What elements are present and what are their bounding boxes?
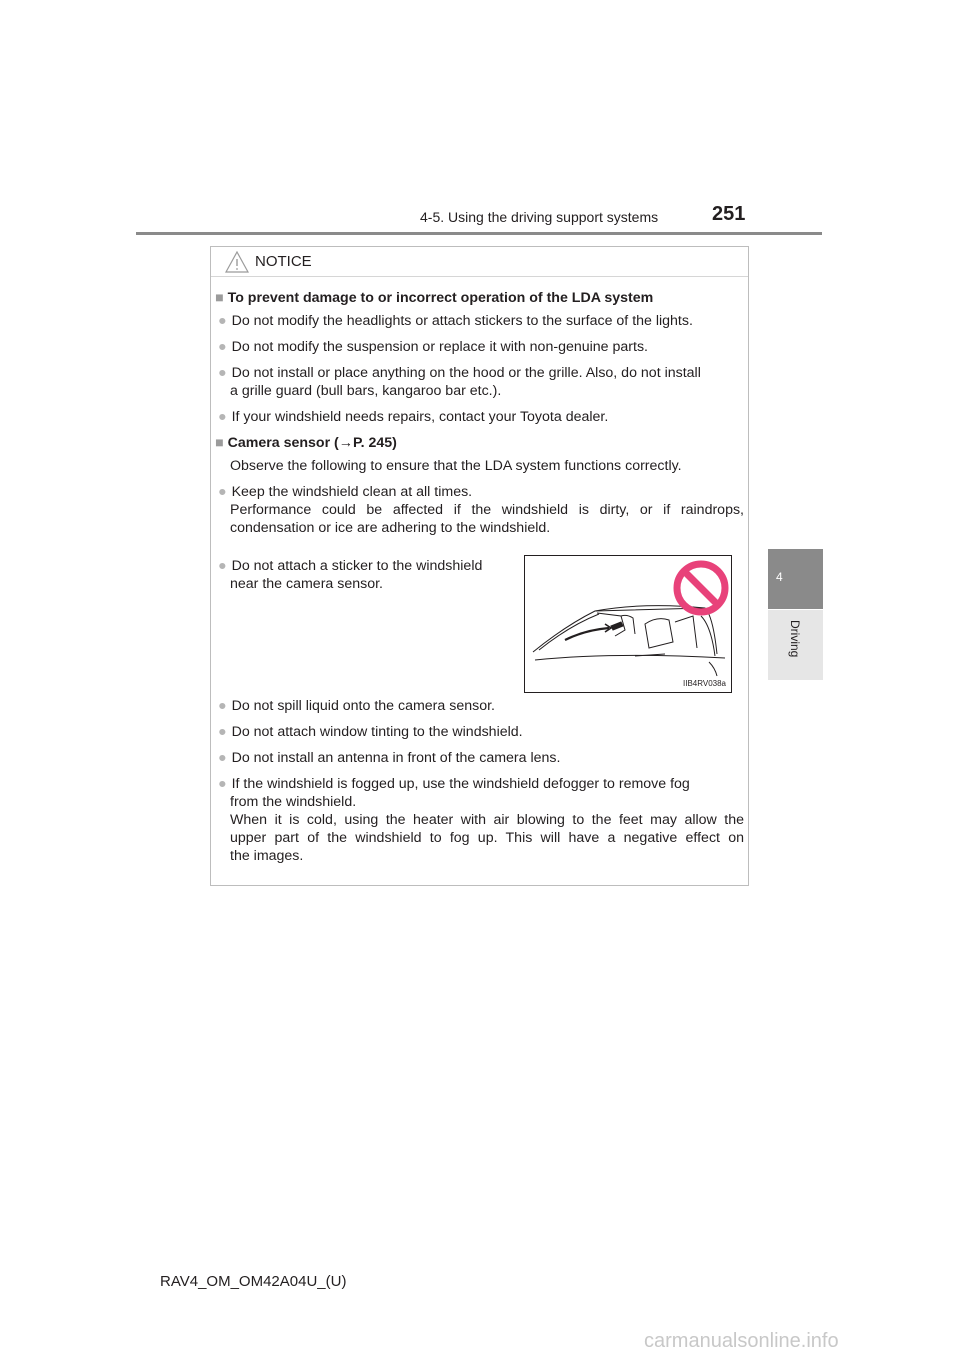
bullet-icon: ● (218, 409, 227, 425)
list-item-text: Do not install or place anything on the hood or the grille. Also, do not install (231, 365, 701, 381)
list-item-continuation: upper part of the windshield to fog up. This will have a negative effect on (230, 830, 744, 846)
list-item (218, 749, 560, 767)
list-item-text: If your windshield needs repairs, contact your Toyota dealer. (231, 409, 609, 425)
bullet-icon: ● (218, 313, 227, 329)
list-item (218, 483, 472, 501)
list-item-continuation: When it is cold, using the heater with air blowing to the feet may allow the (230, 812, 744, 828)
bullet-icon: ● (218, 724, 227, 740)
list-item-text: Do not install an antenna in front of the camera lens. (231, 750, 561, 766)
heading-camera-text: Camera sensor (→P. 245) (227, 435, 397, 451)
heading-lda (215, 289, 653, 307)
chapter-tab-label: Driving (788, 620, 802, 658)
list-item (218, 775, 690, 793)
notice-title: NOTICE (255, 253, 312, 270)
list-item (218, 723, 523, 741)
list-item-continuation: a grille guard (bull bars, kangaroo bar etc.). (230, 383, 502, 399)
bullet-icon: ● (218, 776, 227, 792)
list-item (218, 312, 693, 330)
heading-lda-text: To prevent damage to or incorrect operation of the LDA system (227, 290, 654, 306)
list-item-text: Do not spill liquid onto the camera sensor. (231, 698, 495, 714)
warning-triangle-icon (225, 251, 249, 273)
list-item (218, 364, 701, 382)
square-bullet-icon: ■ (215, 290, 224, 306)
page-number: 251 (712, 203, 746, 225)
bullet-icon: ● (218, 698, 227, 714)
list-item-continuation: condensation or ice are adhering to the windshield. (230, 520, 551, 536)
notice-header (211, 247, 748, 277)
chapter-tab-label-box (768, 610, 823, 680)
bullet-icon: ● (218, 558, 227, 574)
list-item (218, 557, 482, 575)
list-item-text: Do not attach a sticker to the windshield (231, 558, 483, 574)
prohibited-icon (671, 558, 731, 618)
camera-intro: Observe the following to ensure that the LDA system functions correctly. (230, 458, 682, 474)
bullet-icon: ● (218, 339, 227, 355)
bullet-icon: ● (218, 484, 227, 500)
list-item-continuation: from the windshield. (230, 794, 357, 810)
list-item-text: Do not modify the headlights or attach stickers to the surface of the lights. (231, 313, 693, 329)
list-item-text: Do not modify the suspension or replace it with non-genuine parts. (231, 339, 648, 355)
bullet-icon: ● (218, 365, 227, 381)
list-item-continuation: Performance could be affected if the windshield is dirty, or if raindrops, (230, 502, 744, 518)
list-item-text: If the windshield is fogged up, use the windshield defogger to remove fog (231, 776, 690, 792)
bullet-icon: ● (218, 750, 227, 766)
watermark: carmanualsonline.info (644, 1330, 839, 1352)
document-code: RAV4_OM_OM42A04U_(U) (160, 1273, 347, 1290)
list-item (218, 697, 495, 715)
heading-camera (215, 434, 397, 452)
header-rule (136, 232, 822, 235)
list-item-text: Do not attach window tinting to the windshield. (231, 724, 523, 740)
list-item (218, 408, 608, 426)
chapter-tab-number: 4 (776, 570, 783, 584)
list-item-continuation: the images. (230, 848, 304, 864)
square-bullet-icon: ■ (215, 435, 224, 451)
list-item-text: Keep the windshield clean at all times. (231, 484, 473, 500)
list-item-continuation: near the camera sensor. (230, 576, 383, 592)
figure-label: IIB4RV038a (683, 679, 726, 688)
header-section-title: 4-5. Using the driving support systems (420, 209, 659, 225)
list-item (218, 338, 648, 356)
figure-windshield-camera (524, 555, 732, 693)
